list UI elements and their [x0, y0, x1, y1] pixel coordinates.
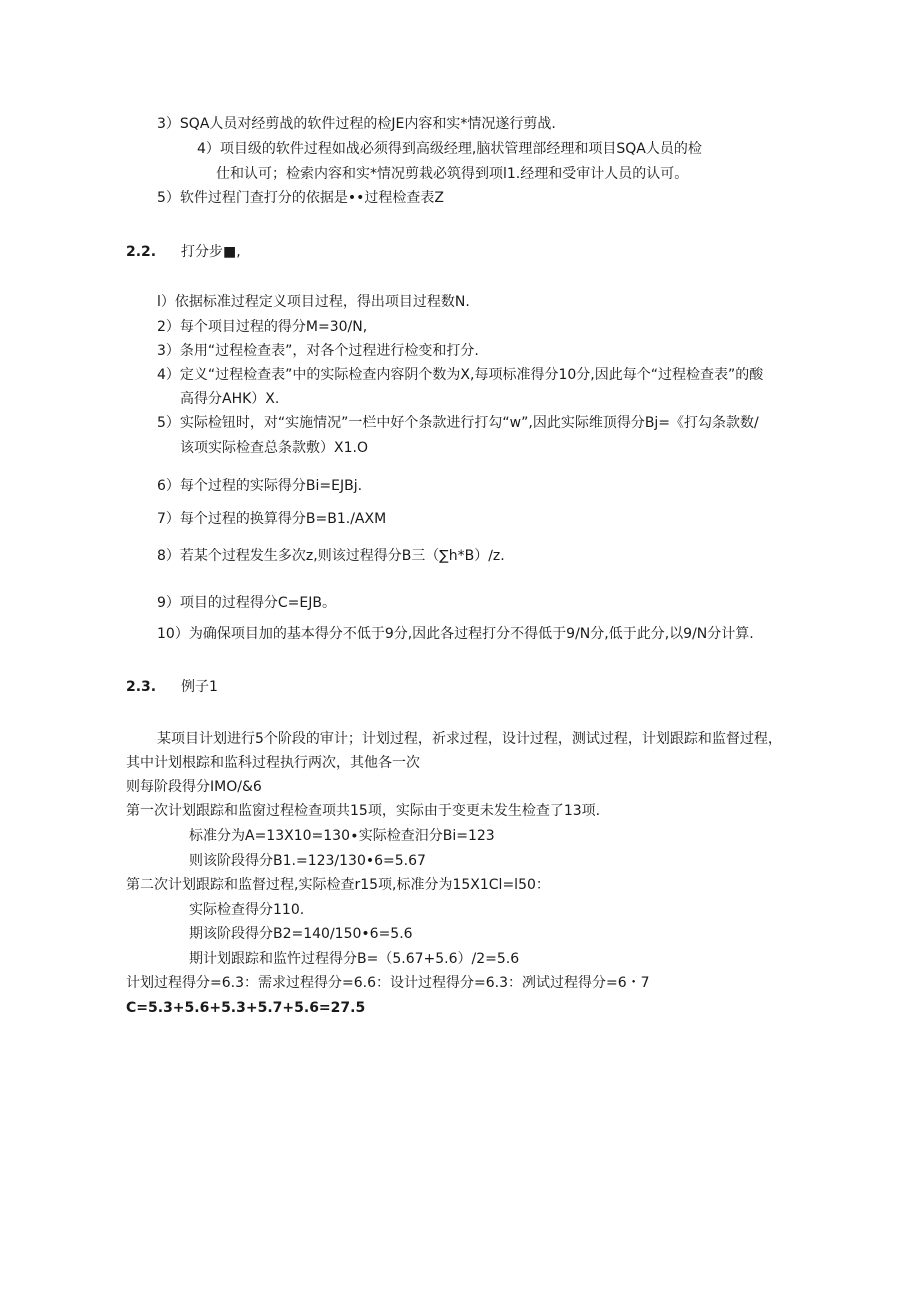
intro-item-3: 3）SQA人员对经剪战的软件过程的检JE内容和实*情况遂行剪战. [157, 116, 556, 132]
step-1: l）依据标准过程定义项目过程，得出项目过程数N. [157, 294, 470, 310]
step-8: 8）若某个过程发生多次z,则该过程得分B三（∑h*B）∕z. [157, 548, 505, 564]
intro-item-4-line1: 4）项目级的软件过程如战必须得到高级经理,脑状管理部经理和项目SQA人员的检 [197, 141, 702, 157]
example-second-actual: 实际检查得分110. [189, 902, 305, 918]
intro-item-5: 5）软件过程门查打分的依据是••过程检查表Z [157, 190, 445, 206]
intro-item-4-line2: 仕和认可；检索内容和实*情况剪栽必筑得到项l1.经理和受审计人员的认可。 [216, 166, 689, 182]
step-7: 7）每个过程的换算得分B=B1./AXM [157, 511, 387, 527]
example-first-tracking: 第一次计划跟踪和监窗过程检查项共15项，实际由于变更未发生检查了13项. [126, 803, 601, 819]
example-para-1-line2: 其中计划根踪和监科过程执行两次，其他各一次 [126, 755, 420, 771]
step-3: 3）条用“过程检查表”，对各个过程进行检变和打分. [157, 343, 479, 359]
step-5-line1: 5）实际检钮时，对“实施情况”一栏中好个条款进行打勾“w”,因此实际维顶得分Bj=《打勾条款数/ [157, 415, 759, 431]
section-2-2-title: 打分步■, [181, 244, 241, 260]
section-2-3-number: 2.3. [126, 679, 157, 695]
example-second-tracking: 第二次计划跟踪和监督过程,实际检查r15项,标准分为15X1Cl=l50： [126, 877, 550, 893]
step-10: 10）为确保项目加的基本得分不低于9分,因此各过程打分不得低于9/N分,低于此分,以9/N分计算. [157, 626, 754, 642]
example-total-score: C=5.3+5.6+5.3+5.7+5.6=27.5 [126, 1000, 366, 1016]
step-5-line2: 该项实际检查总条款敷）X1.O [180, 440, 368, 456]
section-2-3-title: 例子1 [181, 679, 218, 695]
example-second-stage-score: 期该阶段得分B2=140∕150•6=5.6 [189, 926, 413, 942]
step-6: 6）每个过程的实际得分Bi=EJBj. [157, 478, 363, 494]
step-4-line2: 高得分AHK）X. [180, 391, 280, 407]
step-2: 2）每个项目过程的得分M=30/N, [157, 319, 368, 335]
example-first-stage-score: 则该阶段得分B1.=123∕130•6=5.67 [189, 853, 426, 869]
step-9: 9）项目的过程得分C=EJB。 [157, 595, 336, 611]
example-tracking-process-score: 期计划跟踪和监忤过程得分B=（5.67+5.6）/2=5.6 [189, 951, 520, 967]
section-2-2-number: 2.2. [126, 244, 157, 260]
step-4-line1: 4）定义“过程检查表”中的实际检查内容阴个数为X,每项标准得分10分,因此每个“过程检查表”的酸 [157, 367, 764, 383]
example-per-stage-score: 则每阶段得分IMO/&6 [126, 779, 262, 795]
example-first-standard: 标准分为A=13X10=130∙实际检查汨分Bi=123 [189, 828, 495, 844]
example-para-1-line1: 某项目计划进行5个阶段的审计；计划过程，祈求过程，设计过程，测试过程，计划跟踪和监督过程， [157, 731, 782, 747]
example-process-scores: 计划过程得分=6.3：需求过程得分=6.6：设计过程得分=6.3：冽试过程得分=6・7 [126, 975, 650, 991]
